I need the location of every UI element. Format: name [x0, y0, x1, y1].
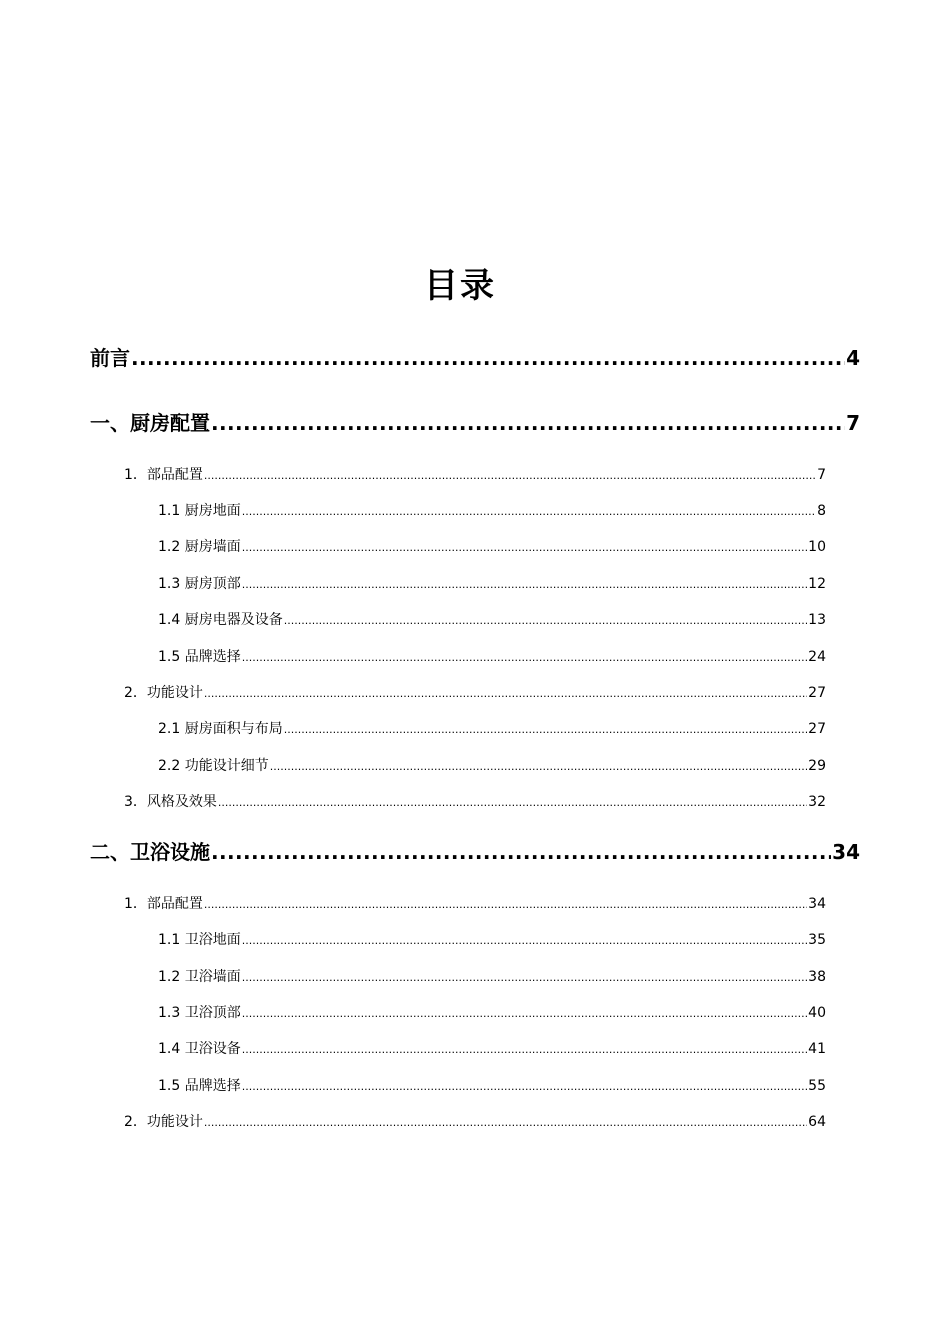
toc-entry[interactable] [90, 408, 860, 438]
toc-entry-page: 40 [808, 1005, 826, 1021]
toc-dot-leader [284, 718, 807, 741]
toc-entry-label: 1.4 厨房电器及设备 [158, 612, 283, 628]
toc-entry-label: 1.4 卫浴设备 [158, 1041, 241, 1057]
toc-dot-leader [242, 500, 816, 523]
toc-dot-leader [204, 1111, 807, 1134]
toc-dot-leader [242, 536, 807, 559]
toc-entry-label: 2．功能设计 [124, 1114, 203, 1130]
toc-entry-page: 24 [808, 649, 826, 665]
toc-entry-label: 1.5 品牌选择 [158, 1078, 241, 1094]
toc-entry-label: 二、卫浴设施 [90, 840, 210, 864]
toc-dot-leader [204, 893, 807, 916]
toc-entry-page: 8 [817, 503, 826, 519]
toc-entry-page: 34 [832, 840, 860, 864]
toc-entry-page: 34 [808, 896, 826, 912]
toc-entry-page: 27 [808, 721, 826, 737]
toc-entry[interactable] [124, 791, 826, 813]
toc-entry-page: 55 [808, 1078, 826, 1094]
toc-entry[interactable] [158, 500, 826, 522]
toc-entry-page: 7 [846, 411, 860, 435]
toc-entry[interactable] [124, 1111, 826, 1133]
toc-dot-leader [270, 755, 807, 778]
toc-dot-leader [211, 408, 845, 438]
toc-entry[interactable] [158, 536, 826, 558]
toc-entry-page: 35 [808, 932, 826, 948]
toc-entry-label: 1.2 卫浴墙面 [158, 969, 241, 985]
toc-dot-leader [242, 1075, 807, 1098]
toc-entry-page: 38 [808, 969, 826, 985]
toc-entry[interactable] [158, 573, 826, 595]
toc-dot-leader [204, 682, 807, 705]
toc-entry-label: 1.2 厨房墙面 [158, 539, 241, 555]
toc-entry[interactable] [158, 646, 826, 668]
toc-dot-leader [211, 837, 831, 867]
toc-dot-leader [242, 1002, 807, 1025]
toc-dot-leader [131, 343, 845, 373]
toc-entry[interactable] [158, 966, 826, 988]
toc-entry[interactable] [158, 1075, 826, 1097]
toc-entry-label: 2.1 厨房面积与布局 [158, 721, 283, 737]
toc-entry[interactable] [158, 718, 826, 740]
toc-entry-label: 2．功能设计 [124, 685, 203, 701]
toc-dot-leader [242, 646, 807, 669]
toc-entry-page: 41 [808, 1041, 826, 1057]
toc-dot-leader [242, 573, 807, 596]
toc-entry-page: 12 [808, 576, 826, 592]
toc-dot-leader [204, 464, 816, 487]
toc-dot-leader [218, 791, 807, 814]
toc-dot-leader [242, 966, 807, 989]
toc-entry-label: 1.3 卫浴顶部 [158, 1005, 241, 1021]
toc-entry-label: 1.5 品牌选择 [158, 649, 241, 665]
page-title: 目录 [424, 266, 496, 306]
toc-entry-label: 2.2 功能设计细节 [158, 758, 269, 774]
toc-entry-label: 前言 [90, 346, 130, 370]
toc-entry-page: 27 [808, 685, 826, 701]
toc-entry-label: 一、厨房配置 [90, 411, 210, 435]
toc-dot-leader [242, 1038, 807, 1061]
toc-entry-page: 10 [808, 539, 826, 555]
toc-entry-label: 3．风格及效果 [124, 794, 217, 810]
toc-entry-label: 1.1 厨房地面 [158, 503, 241, 519]
toc-dot-leader [242, 929, 807, 952]
toc-entry-label: 1.1 卫浴地面 [158, 932, 241, 948]
toc-entry[interactable] [124, 682, 826, 704]
toc-entry[interactable] [90, 343, 860, 373]
toc-entry[interactable] [158, 929, 826, 951]
toc-entry-page: 7 [817, 467, 826, 483]
toc-entry[interactable] [90, 837, 860, 867]
toc-entry-label: 1．部品配置 [124, 896, 203, 912]
toc-entry-label: 1.3 厨房顶部 [158, 576, 241, 592]
toc-entry[interactable] [124, 893, 826, 915]
toc-entry-label: 1．部品配置 [124, 467, 203, 483]
toc-entry[interactable] [158, 755, 826, 777]
toc-entry[interactable] [158, 609, 826, 631]
toc-entry[interactable] [158, 1002, 826, 1024]
toc-entry-page: 32 [808, 794, 826, 810]
toc-entry-page: 29 [808, 758, 826, 774]
toc-entry-page: 13 [808, 612, 826, 628]
toc-entry[interactable] [158, 1038, 826, 1060]
toc-entry-page: 4 [846, 346, 860, 370]
toc-entry[interactable] [124, 464, 826, 486]
toc-dot-leader [284, 609, 807, 632]
toc-entry-page: 64 [808, 1114, 826, 1130]
